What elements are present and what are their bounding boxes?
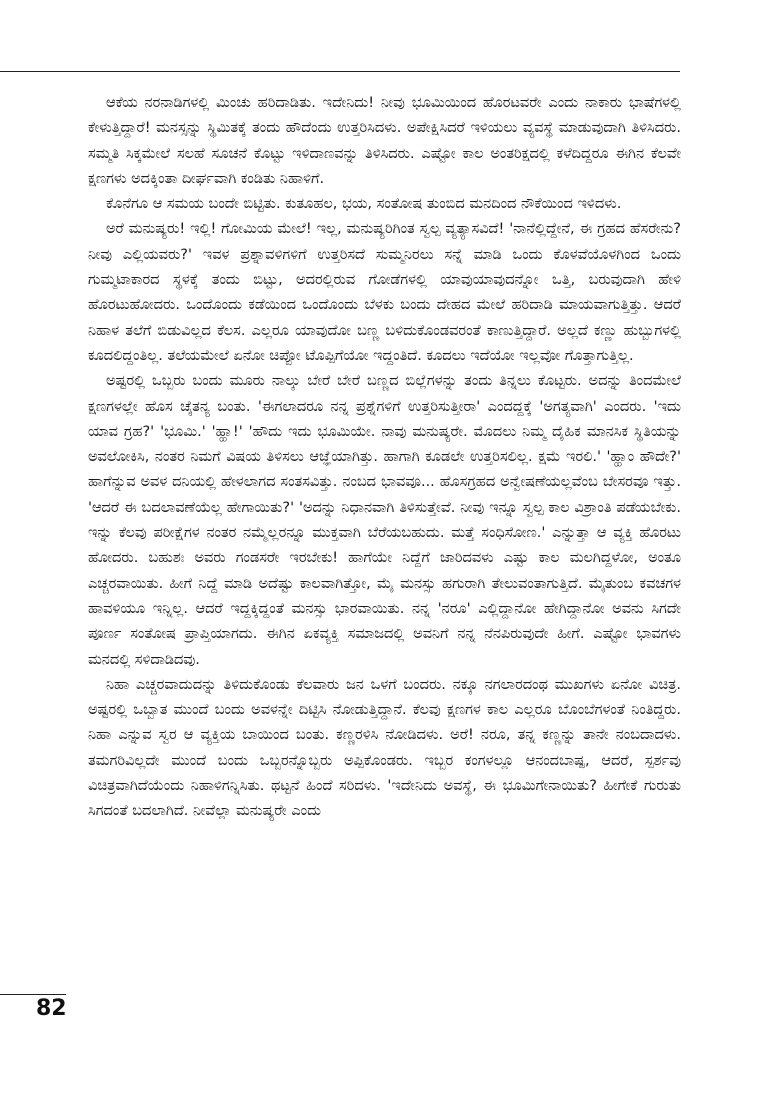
paragraph: ಕೊನೆಗೂ ಆ ಸಮಯ ಬಂದೇ ಬಿಟ್ಟಿತು. ಕುತೂಹಲ, ಭಯ, ಸಂತೋಷ ತುಂಬಿದ ಮನದಿಂದ ನೌಕೆಯಿಂದ ಇಳಿದಳು. — [106, 196, 622, 213]
paragraph: ಅರೆ ಮನುಷ್ಯರು! ಇಲ್ಲಿ! ಗೋಮಿಯ ಮೇಲೆ! ಇಲ್ಲ, ಮನುಷ್ಯರಿಗಿಂತ ಸ್ವಲ್ಪ ವ್ಯತ್ಯಾಸವಿದೆ! 'ನಾನೆಲ್ಲಿದ್ದೇನೆ, ಈ ಗ್ರಹದ ಹೆಸರೇನು? ನೀವು ಎಲ್ಲಿಯವರು?' ಇವಳ ಪ್ರಶ್ನಾವಳಿಗಳಿಗೆ ಉತ್ತರಿಸದೆ ಸುಮ್ಮನಿರಲು ಸನ್ನೆ ಮಾಡಿ ಒಂದು ಕೊಳವೆಯೊಳಗಿಂದ ಒಂದು ಗುಮ್ಮಟಾಕಾರದ ಸ್ಥಳಕ್ಕೆ ತಂದು ಬಿಟ್ಟು, ಅದರಲ್ಲಿರುವ ಗೋಡೆಗಳಲ್ಲಿ ಯಾವುಯಾವುದನ್ನೋ ಒತ್ತಿ, ಬರುವುದಾಗಿ ಹೇಳಿ ಹೊರಟುಹೋದರು. ಒಂದೊಂದು ಕಡೆಯಿಂದ ಒಂದೊಂದು ಬೆಳಕು ಬಂದು ದೇಹದ ಮೇಲೆ ಹರಿದಾಡಿ ಮಾಯವಾಗುತ್ತಿತ್ತು. ಆದರೆ ನಿಹಾಳ ತಲೆಗೆ ಬಿಡುವಿಲ್ಲದ ಕೆಲಸ. ಎಲ್ಲರೂ ಯಾವುದೋ ಬಣ್ಣ ಬಳಿದುಕೊಂಡವರಂತೆ ಕಾಣುತ್ತಿದ್ದಾರೆ. ಅಲ್ಲದೆ ಕಣ್ಣು ಹುಬ್ಬುಗಳಲ್ಲಿ ಕೂದಲಿದ್ದಂತಿಲ್ಲ. ತಲೆಯಮೇಲೆ ಏನೋ ಚಿಪ್ಪೋ ಟೊಪ್ಪಿಗೆಯೋ ಇದ್ದಂತಿದೆ. ಕೂದಲು ಇದೆಯೋ ಇಲ್ಲವೋ ಗೊತ್ತಾಗುತ್ತಿಲ್ಲ. — [88, 221, 681, 364]
top-horizontal-rule — [0, 71, 680, 72]
page-number: 82 — [36, 996, 67, 1021]
paragraph: ಅಷ್ಟರಲ್ಲಿ ಒಬ್ಬರು ಬಂದು ಮೂರು ನಾಲ್ಕು ಬೇರೆ ಬೇರೆ ಬಣ್ಣದ ಬಿಲ್ಲೆಗಳನ್ನು ತಂದು ತಿನ್ನಲು ಕೊಟ್ಟರು. ಅದನ್ನು ತಿಂದಮೇಲೆ ಕ್ಷಣಗಳಲ್ಲೇ ಹೊಸ ಚೈತನ್ಯ ಬಂತು. 'ಈಗಲಾದರೂ ನನ್ನ ಪ್ರಶ್ನೆಗಳಿಗೆ ಉತ್ತರಿಸುತ್ತೀರಾ' ಎಂದದ್ದಕ್ಕೆ 'ಅಗತ್ಯವಾಗಿ' ಎಂದರು. 'ಇದು ಯಾವ ಗ್ರಹ?' 'ಭೂಮಿ.' 'ಹ್ಹಾ!' 'ಹೌದು ಇದು ಭೂಮಿಯೇ. ನಾವು ಮನುಷ್ಯರೇ. ಮೊದಲು ನಿಮ್ಮ ದೈಹಿಕ ಮಾನಸಿಕ ಸ್ಥಿತಿಯನ್ನು ಅವಲೋಕಿಸಿ, ನಂತರ ನಿಮಗೆ ವಿಷಯ ತಿಳಿಸಲು ಆಜ್ಞೆಯಾಗಿತ್ತು. ಹಾಗಾಗಿ ಕೂಡಲೇ ಉತ್ತರಿಸಲಿಲ್ಲ. ಕ್ಷಮೆ ಇರಲಿ.' 'ಹ್ಹಾಂ ಹೌದೇ?' ಹಾಗೆನ್ನುವ ಅವಳ ದನಿಯಲ್ಲಿ ಹೇಳಲಾಗದ ಸಂತಸವಿತ್ತು. ನಂಬದ ಭಾವವೂ... ಹೊಸಗ್ರಹದ ಅನ್ವೇಷಣೆಯಲ್ಲವೆಂಬ ಬೇಸರವೂ ಇತ್ತು. 'ಆದರೆ ಈ ಬದಲಾವಣೆಯೆಲ್ಲ ಹೇಗಾಯಿತು?' 'ಅದನ್ನು ನಿಧಾನವಾಗಿ ತಿಳಿಸುತ್ತೇವೆ. ನೀವು ಇನ್ನೂ ಸ್ವಲ್ಪ ಕಾಲ ವಿಶ್ರಾಂತಿ ಪಡೆಯಬೇಕು. ಇನ್ನು ಕೆಲವು ಪರೀಕ್ಷೆಗಳ ನಂತರ ನಮ್ಮೆಲ್ಲರನ್ನೂ ಮುಕ್ತವಾಗಿ ಬೆರೆಯಬಹುದು. ಮತ್ತೆ ಸಂಧಿಸೋಣ.' ಎನ್ನುತ್ತಾ ಆ ವ್ಯಕ್ತಿ ಹೊರಟು ಹೋದರು. ಬಹುಶಃ ಅವರು ಗಂಡಸರೇ ಇರಬೇಕು! ಹಾಗೆಯೇ ನಿದ್ದೆಗೆ ಜಾರಿದವಳು ಎಷ್ಟು ಕಾಲ ಮಲಗಿದ್ದಳೋ, ಅಂತೂ ಎಚ್ಚರವಾಯಿತು. ಹೀಗೆ ನಿದ್ದೆ ಮಾಡಿ ಅದೆಷ್ಟು ಕಾಲವಾಗಿತ್ತೋ, ಮೈ ಮನಸ್ಸು ಹಗುರಾಗಿ ತೇಲುವಂತಾಗುತ್ತಿದೆ. ಮೈತುಂಬ ಕವಚಗಳ ಹಾವಳಿಯೂ ಇನ್ನಿಲ್ಲ. ಆದರೆ ಇದ್ದಕ್ಕಿದ್ದಂತೆ ಮನಸ್ಸು ಭಾರವಾಯಿತು. ನನ್ನ 'ನರೂ' ಎಲ್ಲಿದ್ದಾನೋ ಹೇಗಿದ್ದಾನೋ ಅವನು ಸಿಗದೇ ಪೂರ್ಣ ಸಂತೋಷ ಪ್ರಾಪ್ತಿಯಾಗದು. ಈಗಿನ ಏಕವ್ಯಕ್ತಿ ಸಮಾಜದಲ್ಲಿ ಅವನಿಗೆ ನನ್ನ ನೆನಪಿರುವುದೇ ಹೀಗೆ. ಎಷ್ಟೋ ಭಾವಗಳು ಮನದಲ್ಲಿ ಸಳಿದಾಡಿದವು. — [88, 373, 681, 668]
body-text — [88, 91, 681, 825]
paragraph: ನಿಹಾ ಎಚ್ಚರವಾದುದನ್ನು ತಿಳಿದುಕೊಂಡು ಕೆಲವಾರು ಜನ ಒಳಗೆ ಬಂದರು. ನಕ್ಕೂ ನಗಲಾರದಂಥ ಮುಖಗಳು ಏನೋ ವಿಚಿತ್ರ. ಅಷ್ಟರಲ್ಲಿ ಒಬ್ಬಾತ ಮುಂದೆ ಬಂದು ಅವಳನ್ನೇ ದಿಟ್ಟಿಸಿ ನೋಡುತ್ತಿದ್ದಾನೆ. ಕೆಲವು ಕ್ಷಣಗಳ ಕಾಲ ಎಲ್ಲರೂ ಬೊಂಬೆಗಳಂತೆ ನಿಂತಿದ್ದರು. ನಿಹಾ ಎನ್ನುವ ಸ್ವರ ಆ ವ್ಯಕ್ತಿಯ ಬಾಯಿಂದ ಬಂತು. ಕಣ್ಣರಳಿಸಿ ನೋಡಿದಳು. ಅರೆ! ನರೂ, ತನ್ನ ಕಣ್ಣನ್ನು ತಾನೇ ನಂಬದಾದಳು. ತಮಗರಿವಿಲ್ಲದೇ ಮುಂದೆ ಬಂದು ಒಬ್ಬರನ್ನೊಬ್ಬರು ಅಪ್ಪಿಕೊಂಡರು. ಇಬ್ಬರ ಕಂಗಳಲ್ಲೂ ಆನಂದಬಾಷ್ಪ, ಆದರೆ, ಸ್ಪರ್ಶವು ವಿಚಿತ್ರವಾಗಿದೆಯೆಂದು ನಿಹಾಳಿಗನ್ನಿಸಿತು. ಥಟ್ಟನೆ ಹಿಂದೆ ಸರಿದಳು. 'ಇದೇನಿದು ಅವಸ್ಥೆ, ಈ ಭೂಮಿಗೇನಾಯಿತು? ಹೀಗೇಕೆ ಗುರುತು ಸಿಗದಂತೆ ಬದಲಾಗಿದೆ. ನೀವೆಲ್ಲಾ ಮನುಷ್ಯರೇ ಎಂದು — [88, 676, 681, 820]
paragraph: ಆಕೆಯ ನರನಾಡಿಗಳಲ್ಲಿ ಮಿಂಚು ಹರಿದಾಡಿತು. ಇದೇನಿದು! ನೀವು ಭೂಮಿಯಿಂದ ಹೊರಟವರೇ ಎಂದು ನಾಕಾರು ಭಾಷೆಗಳಲ್ಲಿ ಕೇಳುತ್ತಿದ್ದಾರೆ! ಮನಸ್ಸನ್ನು ಸ್ಥಿಮಿತಕ್ಕೆ ತಂದು ಹೌದೆಂದು ಉತ್ತರಿಸಿದಳು. ಅಪೇಕ್ಷಿಸಿದರೆ ಇಳಿಯಲು ವ್ಯವಸ್ಥೆ ಮಾಡುವುದಾಗಿ ತಿಳಿಸಿದರು. ಸಮ್ಮತಿ ಸಿಕ್ಕಮೇಲೆ ಸಲಹೆ ಸೂಚನೆ ಕೊಟ್ಟು ಇಳಿದಾಣವನ್ನು ತಿಳಿಸಿದರು. ಎಷ್ಟೋ ಕಾಲ ಅಂತರಿಕ್ಷದಲ್ಲಿ ಕಳೆದಿದ್ದರೂ ಈಗಿನ ಕೆಲವೇ ಕ್ಷಣಗಳು ಅದಕ್ಕಿಂತಾ ದೀರ್ಘವಾಗಿ ಕಂಡಿತು ನಿಹಾಳಿಗೆ. — [88, 95, 681, 187]
